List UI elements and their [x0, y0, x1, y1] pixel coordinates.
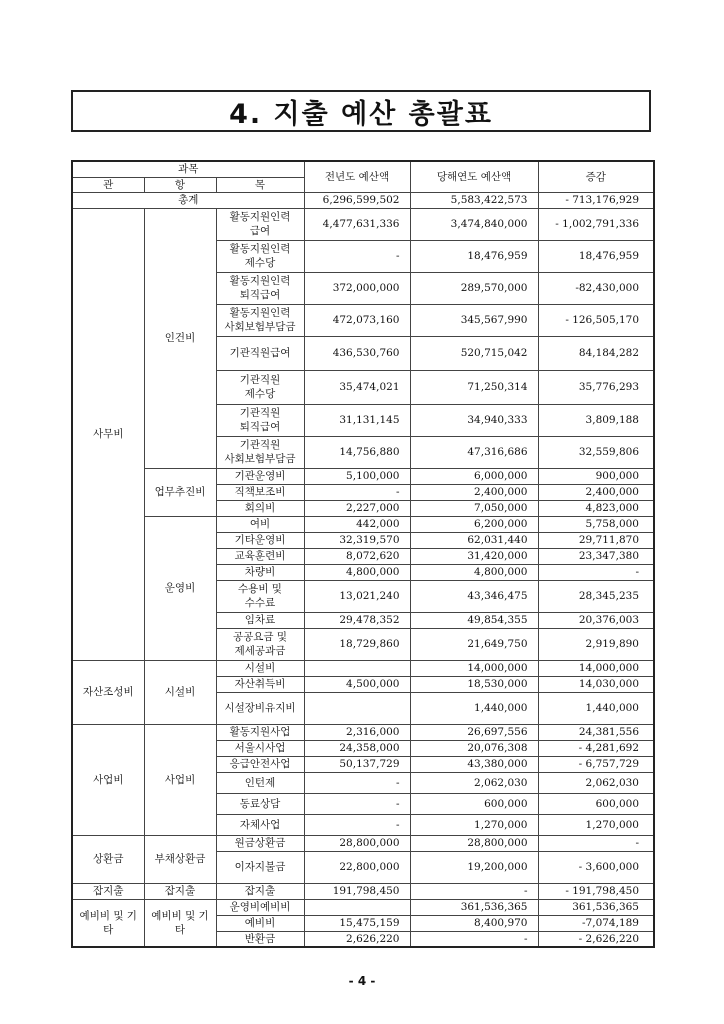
cell-prev — [304, 660, 410, 676]
cell-curr: 520,715,042 — [410, 336, 538, 370]
cell-mok-line: 시설장비유지비 — [224, 702, 296, 715]
cell-mok — [216, 692, 304, 724]
cell-diff: 900,000 — [538, 468, 654, 484]
cell-mok-line: 반환금 — [244, 932, 276, 945]
cell-diff: - — [538, 564, 654, 580]
cell-diff: 2,400,000 — [538, 484, 654, 500]
cell-mok-line: 직책보조비 — [234, 486, 286, 499]
cell-mok — [216, 404, 304, 436]
cell-curr: 6,000,000 — [410, 468, 538, 484]
cell-gwan: 예비비 및 기타 — [72, 899, 144, 947]
cell-mok — [216, 516, 304, 532]
cell-mok — [216, 740, 304, 756]
cell-prev: 28,800,000 — [304, 835, 410, 851]
cell-prev: 436,530,760 — [304, 336, 410, 370]
cell-prev: 35,474,021 — [304, 370, 410, 404]
cell-diff: 3,809,188 — [538, 404, 654, 436]
cell-diff: - 126,505,170 — [538, 304, 654, 336]
cell-mok-line: 활동지원인력 — [229, 211, 291, 223]
cell-mok-line: 기관직원급여 — [229, 347, 291, 360]
cell-prev: 5,100,000 — [304, 468, 410, 484]
cell-mok-line: 운영비예비비 — [229, 901, 291, 914]
header-diff: 증감 — [538, 161, 654, 192]
cell-diff: 5,758,000 — [538, 516, 654, 532]
table-row — [72, 835, 654, 851]
cell-curr: 47,316,686 — [410, 436, 538, 468]
cell-diff: - 1,002,791,336 — [538, 208, 654, 240]
cell-prev: 29,478,352 — [304, 612, 410, 628]
table-row — [72, 516, 654, 532]
cell-mok-line: 회의비 — [244, 502, 276, 515]
cell-prev: - — [304, 772, 410, 793]
cell-diff: 1,270,000 — [538, 814, 654, 835]
cell-prev: 472,073,160 — [304, 304, 410, 336]
cell-mok — [216, 548, 304, 564]
cell-curr: 28,800,000 — [410, 835, 538, 851]
cell-prev: 22,800,000 — [304, 851, 410, 883]
cell-mok-line: 자산취득비 — [234, 678, 286, 691]
cell-mok — [216, 564, 304, 580]
cell-diff: 2,919,890 — [538, 628, 654, 660]
cell-mok — [216, 304, 304, 336]
cell-curr: 345,567,990 — [410, 304, 538, 336]
header-curr: 당해연도 예산액 — [410, 161, 538, 192]
cell-curr: 18,476,959 — [410, 240, 538, 272]
cell-curr: 18,530,000 — [410, 676, 538, 692]
cell-hang: 운영비 — [144, 516, 216, 660]
cell-gwan: 사업비 — [72, 724, 144, 835]
cell-prev: 8,072,620 — [304, 548, 410, 564]
cell-prev: 14,756,880 — [304, 436, 410, 468]
cell-curr: 43,346,475 — [410, 580, 538, 612]
cell-mok-line: 잡지출 — [244, 885, 276, 898]
cell-mok-line: 교육훈련비 — [234, 550, 286, 563]
cell-curr: - — [410, 883, 538, 899]
cell-prev: 2,316,000 — [304, 724, 410, 740]
cell-diff: 35,776,293 — [538, 370, 654, 404]
cell-prev: 24,358,000 — [304, 740, 410, 756]
cell-prev: 50,137,729 — [304, 756, 410, 772]
cell-prev: - — [304, 240, 410, 272]
cell-diff: - 6,757,729 — [538, 756, 654, 772]
cell-curr: 8,400,970 — [410, 915, 538, 931]
cell-mok-line: 사회보험부담금 — [224, 453, 296, 466]
cell-diff: 23,347,380 — [538, 548, 654, 564]
cell-curr: 1,270,000 — [410, 814, 538, 835]
cell-diff: 14,030,000 — [538, 676, 654, 692]
cell-curr: 600,000 — [410, 793, 538, 814]
cell-mok — [216, 851, 304, 883]
cell-prev: 2,626,220 — [304, 931, 410, 947]
page-title: 4. 지출 예산 총괄표 — [229, 98, 493, 130]
cell-diff: 1,440,000 — [538, 692, 654, 724]
cell-mok-line: 기관운영비 — [234, 470, 286, 483]
cell-hang: 시설비 — [144, 660, 216, 724]
cell-diff: 14,000,000 — [538, 660, 654, 676]
cell-curr: 71,250,314 — [410, 370, 538, 404]
cell-mok — [216, 580, 304, 612]
cell-mok — [216, 436, 304, 468]
cell-mok-line: 활동지원인력 — [229, 243, 291, 255]
cell-prev: 18,729,860 — [304, 628, 410, 660]
cell-mok-line: 기관직원 — [239, 407, 281, 419]
header-gwamok: 과목 — [72, 161, 304, 177]
cell-curr: 43,380,000 — [410, 756, 538, 772]
cell-curr: 31,420,000 — [410, 548, 538, 564]
table-row — [72, 660, 654, 676]
cell-diff: 29,711,870 — [538, 532, 654, 548]
cell-curr: 49,854,355 — [410, 612, 538, 628]
cell-mok-line: 활동지원사업 — [229, 726, 291, 739]
budget-table — [71, 160, 655, 948]
cell-mok — [216, 370, 304, 404]
cell-diff: 600,000 — [538, 793, 654, 814]
cell-mok-line: 서울시사업 — [234, 742, 286, 755]
cell-prev: - — [304, 484, 410, 500]
cell-mok — [216, 756, 304, 772]
cell-diff: 361,536,365 — [538, 899, 654, 915]
cell-mok-line: 원금상환금 — [234, 837, 286, 850]
cell-mok-line: 임차료 — [244, 614, 276, 627]
cell-mok — [216, 272, 304, 304]
table-row — [72, 724, 654, 740]
cell-curr: 289,570,000 — [410, 272, 538, 304]
cell-prev: 442,000 — [304, 516, 410, 532]
cell-mok — [216, 899, 304, 915]
cell-mok-line: 기관직원 — [239, 439, 281, 451]
cell-mok — [216, 793, 304, 814]
cell-diff: 24,381,556 — [538, 724, 654, 740]
cell-gwan: 상환금 — [72, 835, 144, 883]
cell-mok-line: 수용비 및 — [238, 583, 282, 595]
cell-curr: 2,400,000 — [410, 484, 538, 500]
cell-diff: -82,430,000 — [538, 272, 654, 304]
cell-curr: 3,474,840,000 — [410, 208, 538, 240]
cell-mok — [216, 532, 304, 548]
page-number: - 4 - — [348, 974, 376, 988]
cell-mok — [216, 883, 304, 899]
cell-mok — [216, 676, 304, 692]
cell-mok-line: 응급안전사업 — [229, 758, 291, 771]
cell-prev: 31,131,145 — [304, 404, 410, 436]
cell-mok-line: 이자지불금 — [234, 861, 286, 874]
cell-prev: 4,500,000 — [304, 676, 410, 692]
cell-prev: 372,000,000 — [304, 272, 410, 304]
cell-mok — [216, 336, 304, 370]
cell-mok — [216, 814, 304, 835]
cell-mok-line: 기타운영비 — [234, 534, 286, 547]
cell-mok-line: 수수료 — [244, 597, 276, 610]
cell-curr: 19,200,000 — [410, 851, 538, 883]
cell-diff: 20,376,003 — [538, 612, 654, 628]
cell-gwan: 잡지출 — [72, 883, 144, 899]
cell-prev: 15,475,159 — [304, 915, 410, 931]
cell-diff: - 2,626,220 — [538, 931, 654, 947]
cell-hang: 부채상환금 — [144, 835, 216, 883]
cell-mok-line: 여비 — [249, 518, 271, 531]
cell-mok — [216, 484, 304, 500]
cell-curr: 6,200,000 — [410, 516, 538, 532]
cell-gwan: 사무비 — [72, 208, 144, 660]
cell-mok — [216, 660, 304, 676]
cell-curr: 1,440,000 — [410, 692, 538, 724]
cell-prev — [304, 899, 410, 915]
cell-prev: 191,798,450 — [304, 883, 410, 899]
cell-mok-line: 제수당 — [244, 388, 276, 401]
table-body — [72, 192, 654, 947]
cell-mok — [216, 208, 304, 240]
cell-prev: 4,800,000 — [304, 564, 410, 580]
cell-mok-line: 활동지원인력 — [229, 307, 291, 319]
cell-diff: - 3,600,000 — [538, 851, 654, 883]
cell-mok-line: 급여 — [249, 225, 271, 238]
cell-mok — [216, 500, 304, 516]
cell-mok-line: 퇴직급여 — [239, 289, 281, 302]
cell-prev: 4,477,631,336 — [304, 208, 410, 240]
table-row — [72, 208, 654, 240]
cell-mok — [216, 240, 304, 272]
cell-curr: 26,697,556 — [410, 724, 538, 740]
cell-hang: 사업비 — [144, 724, 216, 835]
cell-gwan: 자산조성비 — [72, 660, 144, 724]
cell-curr: 14,000,000 — [410, 660, 538, 676]
cell-diff: -7,074,189 — [538, 915, 654, 931]
cell-curr: 20,076,308 — [410, 740, 538, 756]
cell-curr: 361,536,365 — [410, 899, 538, 915]
cell-mok-line: 기관직원 — [239, 374, 281, 386]
total-curr: 5,583,422,573 — [410, 192, 538, 208]
cell-curr: 34,940,333 — [410, 404, 538, 436]
cell-diff: 18,476,959 — [538, 240, 654, 272]
cell-mok — [216, 835, 304, 851]
cell-mok-line: 활동지원인력 — [229, 275, 291, 287]
cell-mok — [216, 724, 304, 740]
total-row — [72, 192, 654, 208]
header-hang: 항 — [144, 177, 216, 192]
cell-hang: 업무추진비 — [144, 468, 216, 516]
total-diff: - 713,176,929 — [538, 192, 654, 208]
cell-mok-line: 차량비 — [244, 566, 276, 579]
cell-prev: - — [304, 814, 410, 835]
cell-mok-line: 시설비 — [244, 662, 276, 675]
cell-mok — [216, 915, 304, 931]
cell-curr: 4,800,000 — [410, 564, 538, 580]
cell-mok — [216, 772, 304, 793]
cell-mok-line: 동료상담 — [239, 797, 281, 810]
cell-diff: 2,062,030 — [538, 772, 654, 793]
cell-curr: - — [410, 931, 538, 947]
cell-mok-line: 자체사업 — [239, 818, 281, 831]
cell-hang: 잡지출 — [144, 883, 216, 899]
cell-hang: 인건비 — [144, 208, 216, 468]
cell-curr: 2,062,030 — [410, 772, 538, 793]
cell-mok-line: 공공요금 및 — [232, 631, 288, 643]
cell-mok-line: 퇴직급여 — [239, 421, 281, 434]
cell-prev: 2,227,000 — [304, 500, 410, 516]
header-mok: 목 — [216, 177, 304, 192]
cell-mok — [216, 612, 304, 628]
cell-diff: 28,345,235 — [538, 580, 654, 612]
header-gwan: 관 — [72, 177, 144, 192]
cell-prev — [304, 692, 410, 724]
cell-mok-line: 제세공과금 — [234, 645, 286, 658]
cell-diff: 4,823,000 — [538, 500, 654, 516]
cell-curr: 7,050,000 — [410, 500, 538, 516]
table-row — [72, 899, 654, 915]
cell-mok — [216, 931, 304, 947]
cell-diff: - 4,281,692 — [538, 740, 654, 756]
cell-diff: - 191,798,450 — [538, 883, 654, 899]
cell-curr: 62,031,440 — [410, 532, 538, 548]
table-row — [72, 883, 654, 899]
title-box — [71, 90, 651, 132]
total-label: 총계 — [72, 192, 304, 208]
cell-mok-line: 제수당 — [244, 257, 276, 270]
cell-mok — [216, 468, 304, 484]
cell-prev: - — [304, 793, 410, 814]
cell-mok-line: 인턴제 — [244, 776, 276, 789]
cell-diff: 84,184,282 — [538, 336, 654, 370]
cell-diff: - — [538, 835, 654, 851]
cell-prev: 13,021,240 — [304, 580, 410, 612]
table-row — [72, 468, 654, 484]
cell-mok-line: 예비비 — [244, 917, 276, 930]
cell-diff: 32,559,806 — [538, 436, 654, 468]
cell-prev: 32,319,570 — [304, 532, 410, 548]
header-prev: 전년도 예산액 — [304, 161, 410, 192]
cell-curr: 21,649,750 — [410, 628, 538, 660]
total-prev: 6,296,599,502 — [304, 192, 410, 208]
cell-hang: 예비비 및 기타 — [144, 899, 216, 947]
cell-mok — [216, 628, 304, 660]
cell-mok-line: 사회보험부담금 — [224, 321, 296, 334]
